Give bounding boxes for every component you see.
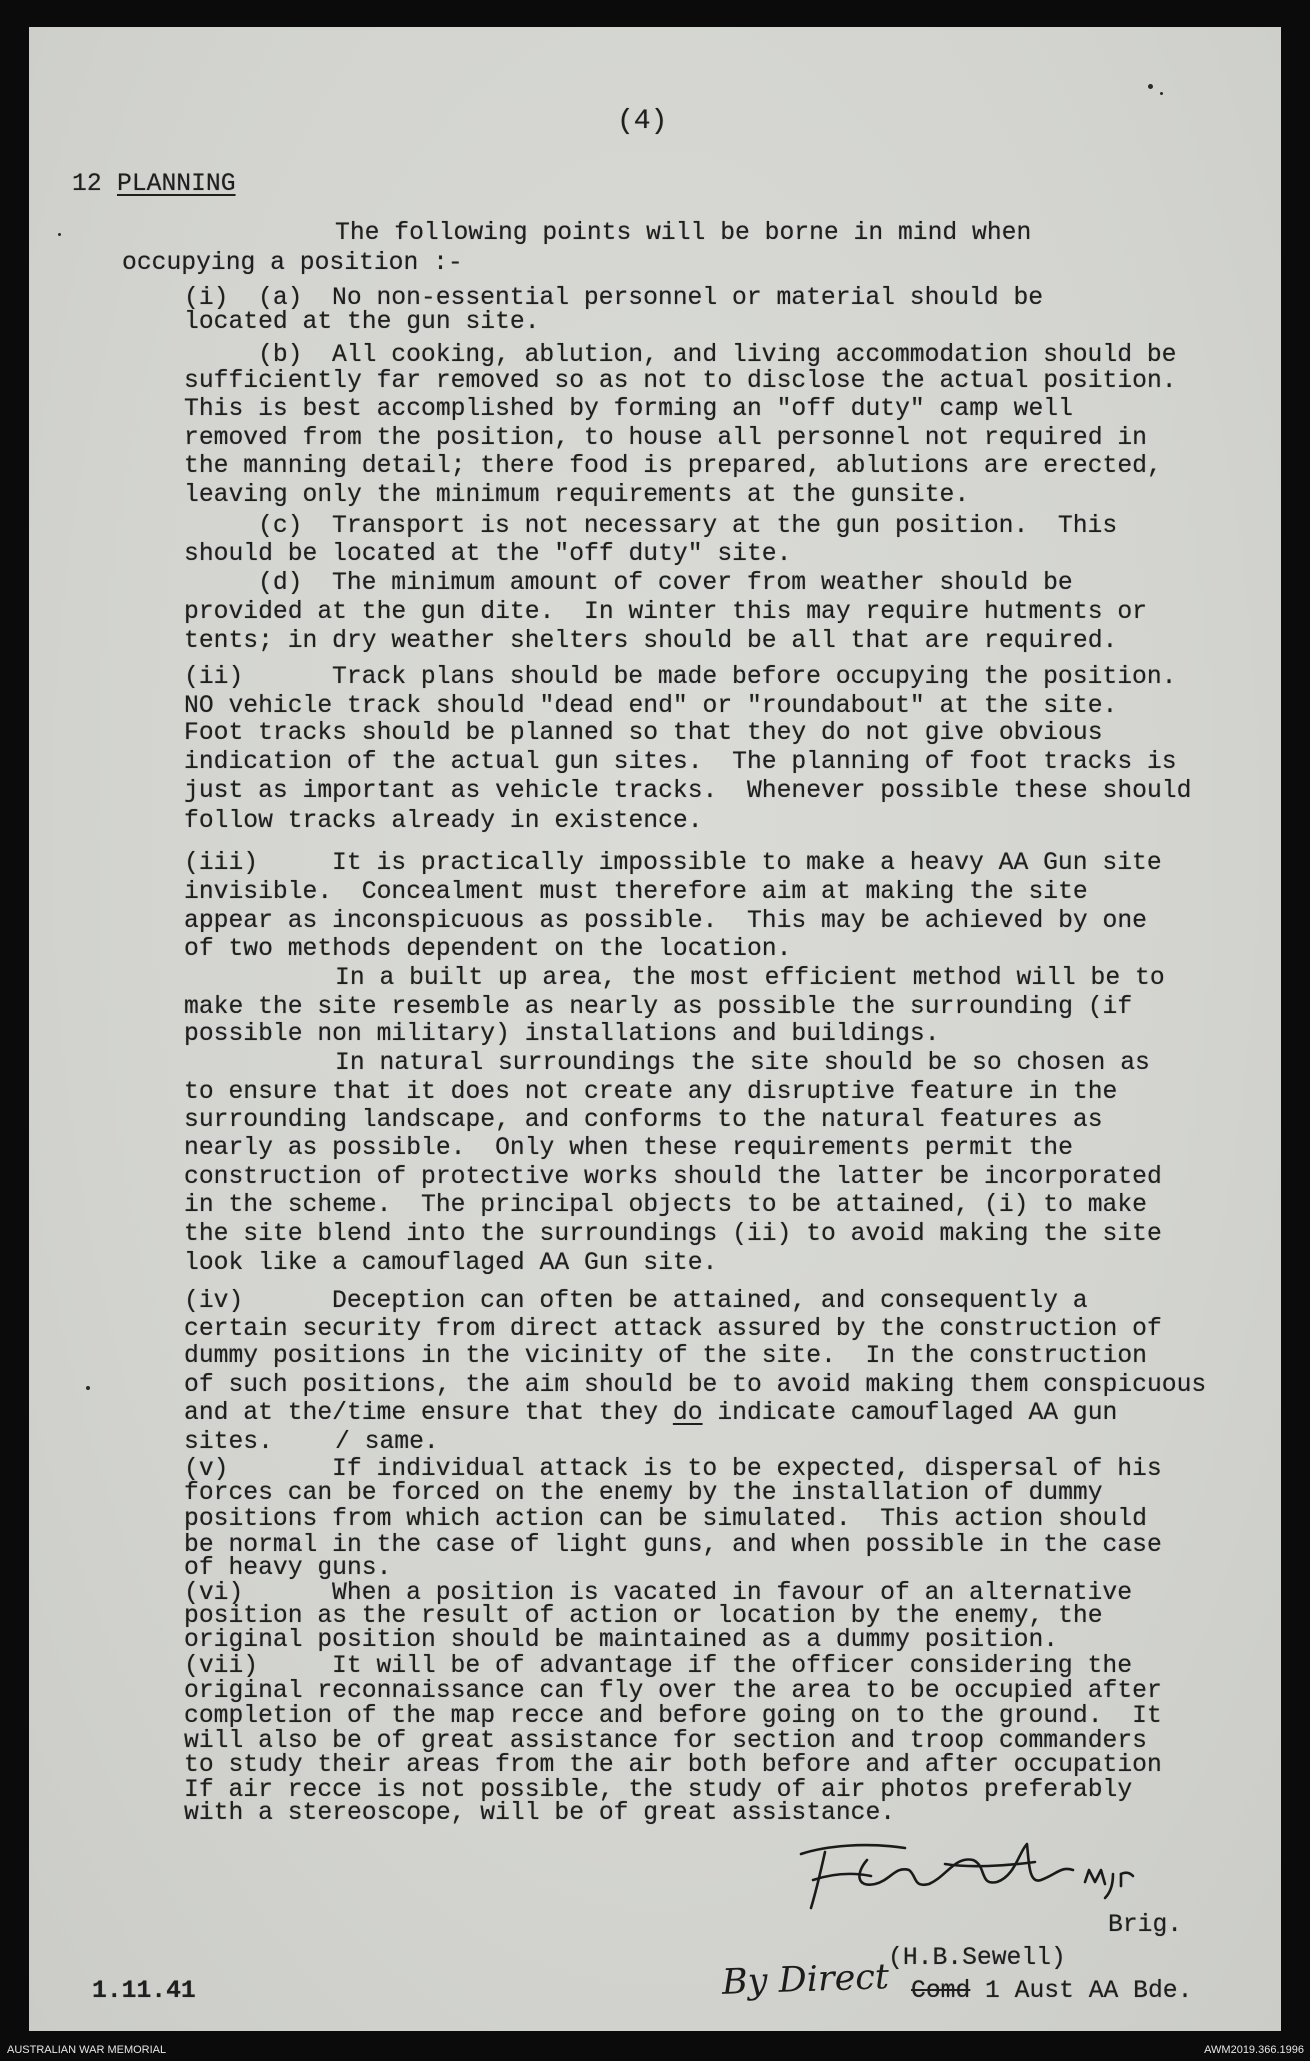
signatory-name: (H.B.Sewell)	[888, 1944, 1066, 1972]
text-line: of such positions, the aim should be to avoid making them conspicuous	[184, 1371, 1207, 1399]
text-line: located at the gun site.	[184, 308, 540, 336]
text-line: make the site resemble as nearly as possible the surrounding (if	[184, 993, 1133, 1021]
text-line: surrounding landscape, and conforms to the natural features as	[184, 1106, 1103, 1134]
ink-speck	[1148, 84, 1153, 89]
subitem-label: (c)	[258, 512, 303, 540]
item-label: (iii)	[184, 849, 259, 877]
text-line: look like a camouflaged AA Gun site.	[184, 1249, 718, 1277]
text-line: original reconnaissance can fly over the area to be occupied after	[184, 1677, 1162, 1705]
text-line: construction of protective works should the latter be incorporated	[184, 1163, 1162, 1191]
text-line: It is practically impossible to make a heavy AA Gun site	[332, 849, 1162, 877]
text-line: In natural surroundings the site should be so chosen as	[335, 1049, 1150, 1077]
text-line: to ensure that it does not create any disruptive feature in the	[184, 1078, 1118, 1106]
handwritten-signature	[795, 1826, 1155, 1916]
section-number: 12	[72, 170, 102, 198]
text-line: In a built up area, the most efficient method will be to	[335, 964, 1165, 992]
text-line	[184, 1399, 1117, 1427]
text-line: of two methods dependent on the location.	[184, 935, 792, 963]
text-line: Deception can often be attained, and consequently a	[332, 1287, 1088, 1315]
page-number: (4)	[617, 106, 668, 137]
text-line: will also be of great assistance for section and troop commanders	[184, 1727, 1147, 1755]
text-line: be normal in the case of light guns, and when possible in the case	[184, 1531, 1162, 1559]
ink-speck	[1160, 92, 1163, 95]
ink-speck	[86, 1386, 90, 1390]
underlined-word: do	[672, 1399, 703, 1427]
text-line: indication of the actual gun sites. The planning of foot tracks is	[184, 748, 1177, 776]
text-line: certain security from direct attack assured by the construction of	[184, 1315, 1162, 1343]
text-line: to study their areas from the air both before and after occupation	[184, 1751, 1162, 1779]
text-line: dummy positions in the vicinity of the site. In the construction	[184, 1342, 1147, 1370]
text-line: Track plans should be made before occupying the position.	[332, 663, 1177, 691]
subitem-label: (d)	[258, 569, 303, 597]
text-line: forces can be forced on the enemy by the installation of dummy	[184, 1479, 1103, 1507]
text-line: just as important as vehicle tracks. Whenever possible these should	[184, 777, 1192, 805]
text-line: The minimum amount of cover from weather should be	[332, 569, 1073, 597]
text-line: When a position is vacated in favour of an alternative	[332, 1579, 1133, 1607]
item-label: (iv)	[184, 1287, 244, 1315]
archive-credit: AUSTRALIAN WAR MEMORIAL	[7, 2044, 167, 2056]
archive-reference: AWM2019.366.1996	[1204, 2044, 1304, 2056]
ink-speck	[58, 233, 61, 236]
text-line: of heavy guns.	[184, 1554, 392, 1582]
text-line: the site blend into the surroundings (ii) to avoid making the site	[184, 1220, 1162, 1248]
item-label: (i)	[184, 284, 229, 312]
subitem-label: (a)	[258, 284, 303, 312]
text-line: NO vehicle track should "dead end" or "roundabout" at the site.	[184, 692, 1118, 720]
intro-line: The following points will be borne in mind when	[335, 219, 1032, 247]
text-line: removed from the position, to house all personnel not required in	[184, 424, 1147, 452]
text-segment: and at the/time ensure that they	[184, 1399, 673, 1427]
text-line: the manning detail; there food is prepared, ablutions are erected,	[184, 452, 1162, 480]
text-line: in the scheme. The principal objects to be attained, (i) to make	[184, 1191, 1147, 1219]
text-line: invisible. Concealment must therefore aim at making the site	[184, 878, 1088, 906]
text-line: possible non military) installations and buildings.	[184, 1020, 940, 1048]
text-line: tents; in dry weather shelters should be all that are required.	[184, 627, 1118, 655]
item-label: (v)	[184, 1455, 229, 1483]
struck-out-word: Comd	[911, 1977, 971, 2005]
text-line: position as the result of action or location by the enemy, the	[184, 1602, 1103, 1630]
text-line: If individual attack is to be expected, dispersal of his	[332, 1455, 1162, 1483]
inserted-correction: / same.	[335, 1428, 439, 1456]
text-line: nearly as possible. Only when these requirements permit the	[184, 1134, 1073, 1162]
text-line: sites.	[184, 1428, 273, 1456]
item-label: (vi)	[184, 1579, 244, 1607]
text-line: original position should be maintained as a dummy position.	[184, 1626, 1059, 1654]
text-line: Foot tracks should be planned so that they do not give obvious	[184, 719, 1103, 747]
unit-designation: 1 Aust AA Bde.	[985, 1977, 1193, 2005]
text-line: All cooking, ablution, and living accommodation should be	[332, 341, 1177, 369]
text-line: completion of the map recce and before going on to the ground. It	[184, 1702, 1162, 1730]
text-line: sufficiently far removed so as not to disclose the actual position.	[184, 367, 1177, 395]
intro-line: occupying a position :-	[122, 249, 463, 277]
text-line: should be located at the "off duty" site.	[184, 540, 792, 568]
text-line: It will be of advantage if the officer considering the	[332, 1652, 1133, 1680]
text-line: provided at the gun dite. In winter this may require hutments or	[184, 598, 1147, 626]
text-line: Transport is not necessary at the gun position. This	[332, 512, 1118, 540]
text-line: leaving only the minimum requirements at the gunsite.	[184, 481, 970, 509]
text-segment: indicate camouflaged AA gun	[702, 1399, 1118, 1427]
text-line: with a stereoscope, will be of great assistance.	[184, 1799, 896, 1827]
document-date: 1.11.41	[92, 1977, 196, 2005]
item-label: (vii)	[184, 1652, 259, 1680]
text-line: If air recce is not possible, the study of air photos preferably	[184, 1776, 1133, 1804]
section-heading: PLANNING	[117, 170, 236, 198]
text-line: follow tracks already in existence.	[184, 807, 703, 835]
item-label: (ii)	[184, 663, 244, 691]
handwritten-annotation: By Direct	[721, 1957, 890, 2003]
subitem-label: (b)	[258, 341, 303, 369]
text-line: This is best accomplished by forming an "off duty" camp well	[184, 395, 1073, 423]
text-line: appear as inconspicuous as possible. This may be achieved by one	[184, 907, 1147, 935]
signatory-rank: Brig.	[1108, 1911, 1183, 1939]
text-line: No non-essential personnel or material should be	[332, 284, 1044, 312]
text-line: positions from which action can be simulated. This action should	[184, 1505, 1147, 1533]
